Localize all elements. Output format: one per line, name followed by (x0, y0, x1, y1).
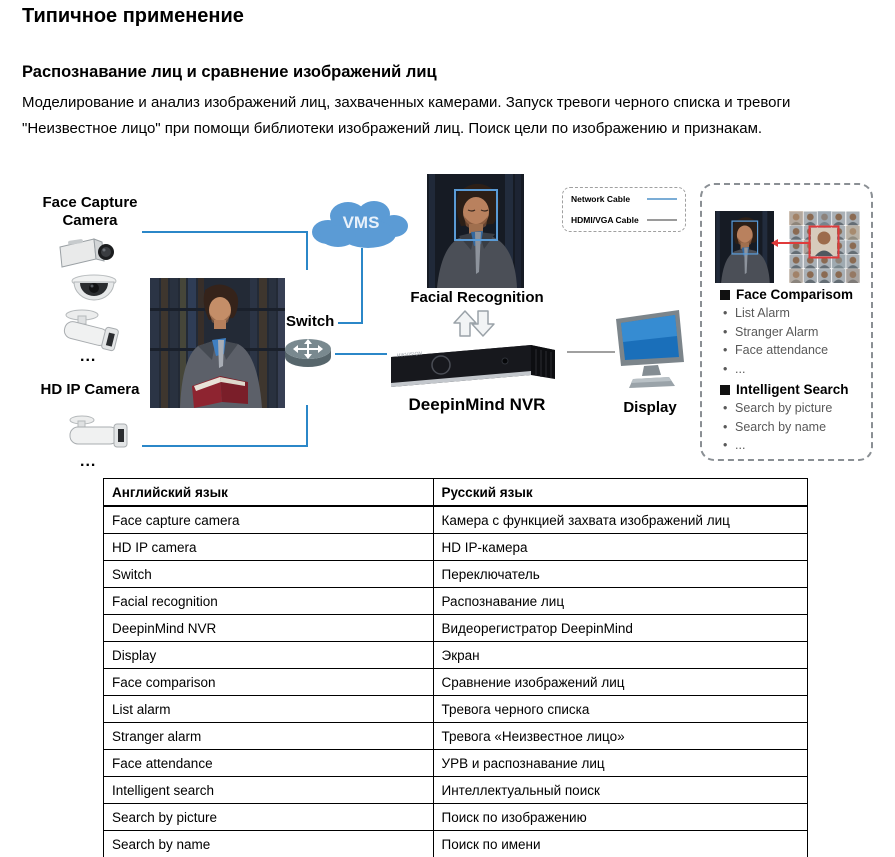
table-row (104, 831, 808, 857)
cell-ru: Поиск по изображению (433, 804, 808, 831)
cell-en: Face comparison (104, 669, 434, 696)
table-row (104, 804, 808, 831)
table-row (104, 723, 808, 750)
nvr-brand-label: HIKVISION (396, 350, 423, 359)
cell-en: HD IP camera (104, 534, 434, 561)
nvr-label: DeepinMind NVR (408, 395, 546, 414)
cable-vms-to-switch (338, 322, 363, 324)
list-item: • Search by picture (720, 399, 865, 418)
hd-ip-camera-label: HD IP Camera (40, 381, 140, 398)
cell-en: Search by picture (104, 804, 434, 831)
cell-en: Display (104, 642, 434, 669)
matched-face-photo (715, 211, 774, 283)
dome-camera-icon (66, 273, 123, 305)
cell-en: List alarm (104, 696, 434, 723)
table-row (104, 534, 808, 561)
cable-vms-vertical (361, 248, 363, 324)
more-hd-cameras-ellipsis: ... (80, 453, 97, 470)
cell-en: Stranger alarm (104, 723, 434, 750)
table-row (104, 561, 808, 588)
table-row (104, 669, 808, 696)
nvr-device (385, 333, 569, 395)
list-item: • ... (720, 360, 865, 379)
vms-label: VMS (342, 213, 380, 232)
table-row (104, 750, 808, 777)
hd-ip-bullet-camera-icon (64, 413, 140, 453)
cell-ru: Тревога «Неизвестное лицо» (433, 723, 808, 750)
cell-ru: Поиск по имени (433, 831, 808, 857)
cell-ru: Переключатель (433, 561, 808, 588)
cell-en: Face attendance (104, 750, 434, 777)
cell-ru: Интеллектуальный поиск (433, 777, 808, 804)
table-row (104, 506, 808, 534)
cell-en: Face capture camera (104, 506, 434, 534)
face-comparison-title-text: Face Comparisom (736, 287, 854, 302)
cell-ru: Распознавание лиц (433, 588, 808, 615)
list-item: • ... (720, 436, 865, 455)
legend-row-network (571, 194, 677, 204)
cell-en: Search by name (104, 831, 434, 857)
page-title: Типичное применение (22, 5, 244, 27)
table-row (104, 642, 808, 669)
hdmi-vga-cable-swatch (647, 219, 677, 221)
cell-en: Facial recognition (104, 588, 434, 615)
cell-ru: УРВ и распознавание лиц (433, 750, 808, 777)
box-camera-icon (56, 235, 118, 270)
face-collage (789, 211, 860, 283)
list-item: • List Alarm (720, 304, 865, 323)
table-row (104, 588, 808, 615)
translation-table (103, 478, 808, 857)
cell-ru: Тревога черного списка (433, 696, 808, 723)
network-cable-label: Network Cable (571, 194, 631, 204)
hdmi-vga-cable-label: HDMI/VGA Cable (571, 215, 639, 225)
cable-hdip-vertical (306, 405, 308, 447)
cell-ru: Камера с функцией захвата изображений лиц (433, 506, 808, 534)
face-capture-camera-label: Face Capture Camera (42, 194, 138, 229)
cell-ru: HD IP-камера (433, 534, 808, 561)
facial-recognition-photo (427, 174, 524, 288)
legend-row-hdmi (571, 215, 677, 225)
display-icon (613, 309, 687, 393)
display-label: Display (623, 399, 677, 416)
features-panel (700, 183, 873, 461)
table-row (104, 777, 808, 804)
man-photo (150, 278, 285, 408)
face-comparison-title (720, 285, 865, 304)
header-russian: Русский язык (433, 479, 808, 507)
network-cable-swatch (647, 198, 677, 200)
cell-en: Switch (104, 561, 434, 588)
switch-icon (283, 336, 333, 370)
vms-cloud (308, 194, 412, 251)
switch-label: Switch (286, 313, 335, 330)
cable-legend (562, 187, 686, 232)
cell-en: DeepinMind NVR (104, 615, 434, 642)
facial-recognition-label: Facial Recognition (410, 289, 544, 306)
cable-switch-to-nvr (335, 353, 387, 355)
table-row (104, 696, 808, 723)
match-arrow (773, 242, 810, 244)
intelligent-search-title (720, 380, 865, 399)
panel-feature-lists (720, 285, 865, 455)
list-item: • Search by name (720, 418, 865, 437)
square-bullet-icon (720, 290, 730, 300)
table-row (104, 615, 808, 642)
cell-ru: Видеорегистратор DeepinMind (433, 615, 808, 642)
square-bullet-icon (720, 385, 730, 395)
cable-nvr-to-display (567, 351, 615, 353)
table-header-row (104, 479, 808, 507)
header-english: Английский язык (104, 479, 434, 507)
intelligent-search-title-text: Intelligent Search (736, 382, 849, 397)
cell-en: Intelligent search (104, 777, 434, 804)
cell-ru: Экран (433, 642, 808, 669)
section-title: Распознавание лиц и сравнение изображений лиц (22, 63, 437, 81)
list-item: • Face attendance (720, 341, 865, 360)
cable-face-capture-horizontal (142, 231, 308, 233)
cell-ru: Сравнение изображений лиц (433, 669, 808, 696)
more-cameras-ellipsis: ... (80, 348, 97, 365)
cable-hdip-horizontal (142, 445, 308, 447)
list-item: • Stranger Alarm (720, 323, 865, 342)
section-description: Моделирование и анализ изображений лиц, захваченных камерами. Запуск тревоги черного списка и тревоги "Неизвестное лицо" при помощи библиотеки изображений лиц. Поиск цели по изображению и признакам. (22, 94, 791, 137)
